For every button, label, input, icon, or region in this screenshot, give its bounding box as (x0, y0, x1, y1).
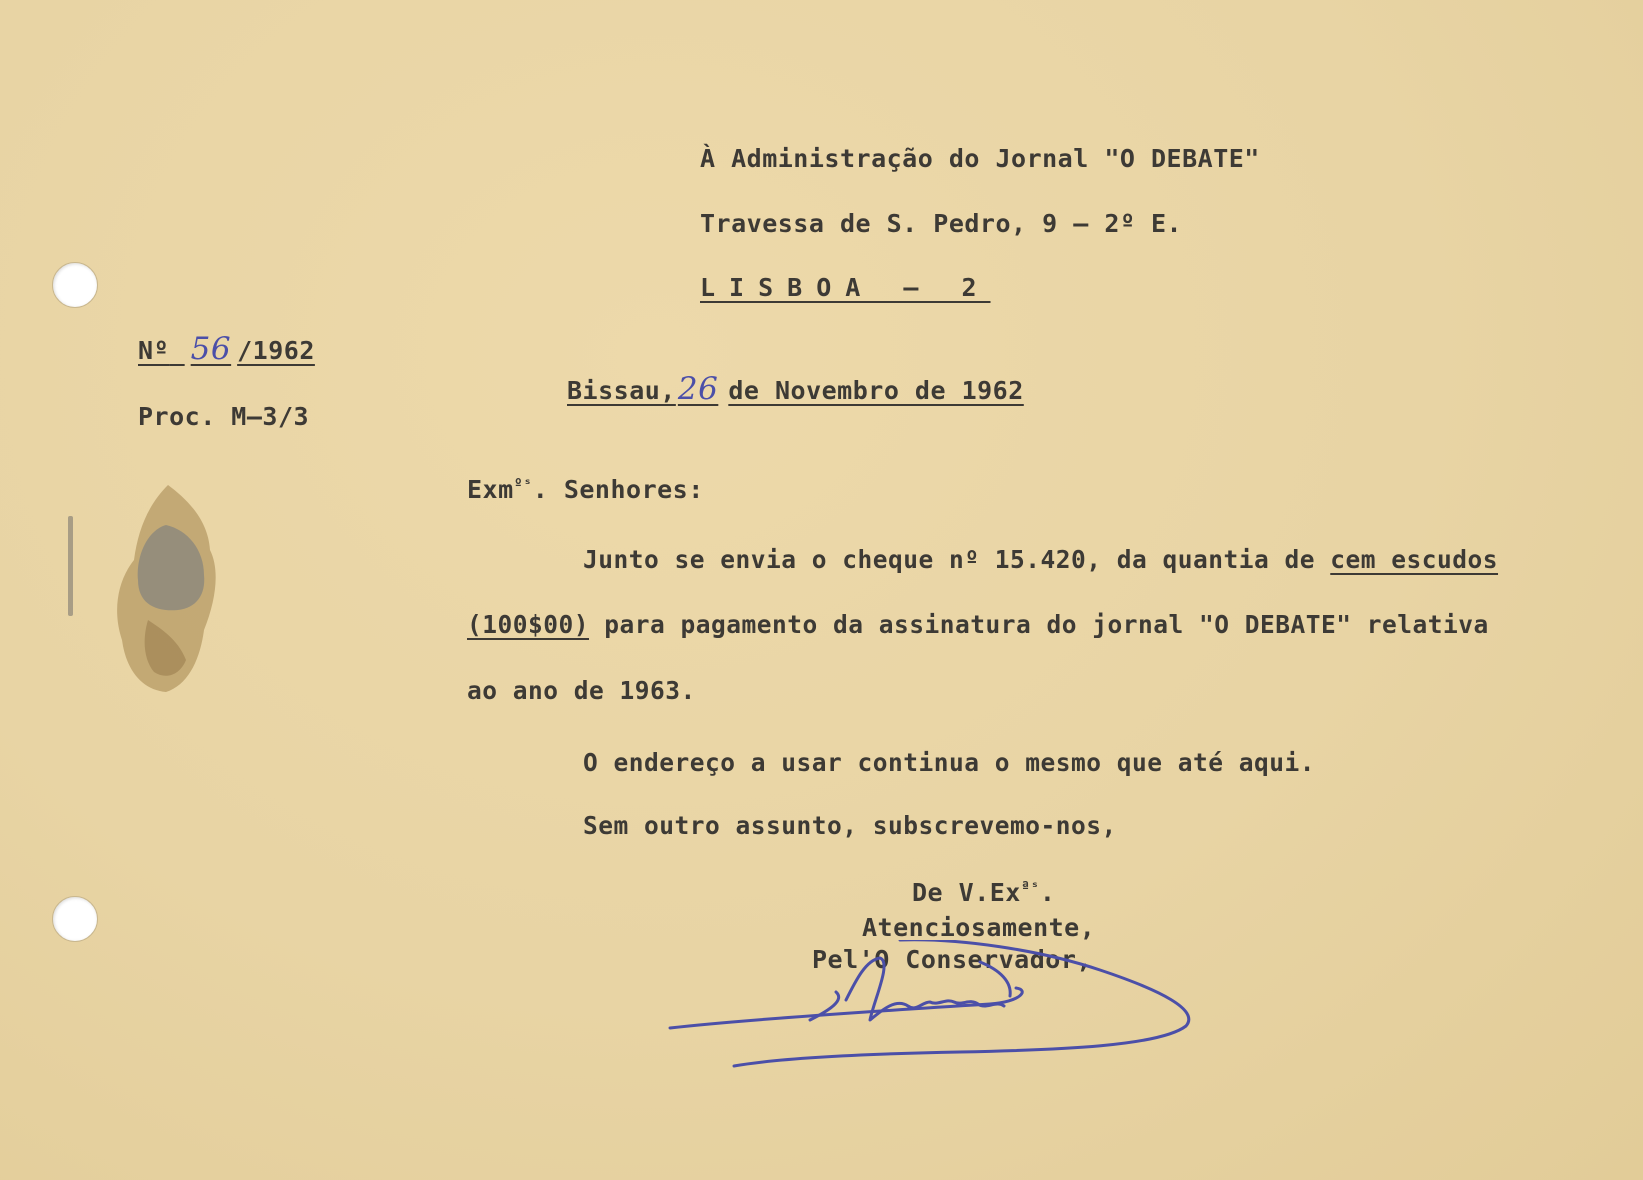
reference-number-prefix: Nº (138, 336, 170, 365)
closing-suffix: . (1039, 878, 1056, 907)
closing-prefix: De V.Ex (912, 878, 1021, 907)
punch-hole-bottom (52, 896, 98, 942)
salutation-rest: . Senhores: (532, 475, 704, 504)
date-line (567, 371, 1024, 407)
amount-in-words: cem escudos (1330, 545, 1499, 574)
salutation-prefix: Exm (467, 475, 514, 504)
body-paragraph-3: Sem outro assunto, subscrevemo-nos, (583, 811, 1117, 840)
amount-in-figures: (100$00) (467, 610, 590, 639)
body-p1-line2-rest: para pagamento da assinatura do jornal "O DEBATE" relativa (589, 610, 1489, 639)
reference-number-year: /1962 (237, 336, 315, 365)
date-rest: de Novembro de 1962 (728, 376, 1024, 405)
salutation (467, 475, 704, 504)
punch-hole-top (52, 262, 98, 308)
burn-stain (108, 480, 228, 700)
reference-number-handwritten: 56 (190, 331, 232, 367)
staple-mark (68, 516, 73, 616)
handwritten-signature (660, 940, 1240, 1080)
body-paragraph-2: O endereço a usar continua o mesmo que até aqui. (583, 748, 1316, 777)
recipient-line-1: À Administração do Jornal "O DEBATE" (700, 144, 1260, 173)
closing-line-2: Atenciosamente, (862, 913, 1096, 942)
closing-superscript: ªˢ (1020, 878, 1040, 896)
body-paragraph-1-line-2 (467, 610, 1489, 639)
date-day-handwritten: 26 (677, 371, 719, 407)
recipient-line-2: Travessa de S. Pedro, 9 – 2º E. (700, 209, 1183, 238)
salutation-superscript: ºˢ (513, 475, 533, 493)
body-paragraph-1-line-3: ao ano de 1963. (467, 676, 696, 705)
process-reference: Proc. M–3/3 (138, 402, 310, 431)
closing-line-1 (912, 878, 1055, 907)
body-paragraph-1-line-1 (583, 545, 1498, 574)
body-p1-start: Junto se envia o cheque nº 15.420, da quantia de (583, 545, 1331, 574)
recipient-city: LISBOA – 2 (700, 273, 991, 302)
closing-line-3: Pel'O Conservador, (812, 945, 1092, 974)
reference-number (138, 331, 315, 367)
date-place: Bissau, (567, 376, 676, 405)
